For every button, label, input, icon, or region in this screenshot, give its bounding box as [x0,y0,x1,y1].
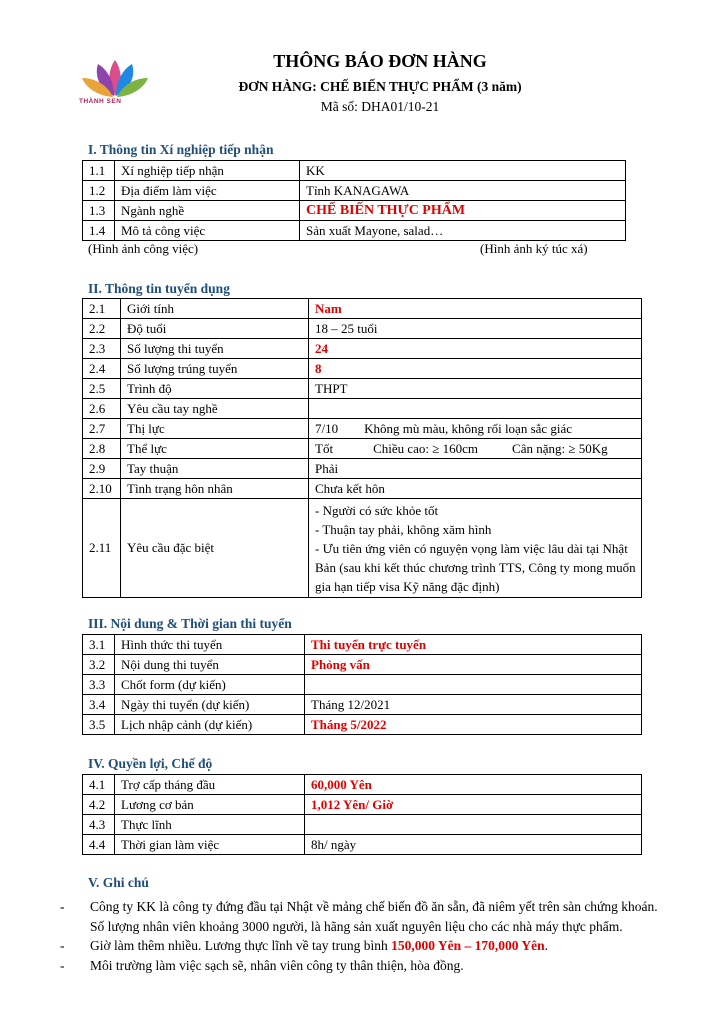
table-row [83,201,626,221]
table-cell: 1.3 [83,201,115,221]
table-cell: Xí nghiệp tiếp nhận [115,161,300,181]
table-cell: Số lượng thi tuyển [121,339,309,359]
section-1-table [82,160,626,241]
table-row [83,161,626,181]
table-cell: Giới tính [121,299,309,319]
section-2-title: II. Thông tin tuyển dụng [88,281,230,296]
table-row [83,775,642,795]
table-cell: Ngày thi tuyển (dự kiến) [115,695,305,715]
table-cell: KK [300,161,626,181]
table-cell: Tình trạng hôn nhân [121,479,309,499]
table-cell: Thị lực [121,419,309,439]
table-row [83,715,642,735]
table-cell: THPT [309,379,642,399]
table-cell: 2.4 [83,359,121,379]
table-cell: Tay thuận [121,459,309,479]
table-cell: 2.11 [83,499,121,598]
table-cell: Yêu cầu đặc biệt [121,499,309,598]
table-cell: Số lượng trúng tuyển [121,359,309,379]
table-row [83,299,642,319]
table-cell: Mô tả công việc [115,221,300,241]
table-cell: Địa điểm làm việc [115,181,300,201]
table-row [83,499,642,598]
table-cell: 3.2 [83,655,115,675]
table-cell: 1,012 Yên/ Giờ [305,795,642,815]
table-row [83,221,626,241]
table-cell: 3.5 [83,715,115,735]
table-cell: Nam [309,299,642,319]
table-cell [309,399,642,419]
table-cell: Thể lực [121,439,309,459]
notes-list [60,897,660,975]
table-cell: Phải [309,459,642,479]
table-cell: 1.2 [83,181,115,201]
table-cell: Tỉnh KANAGAWA [300,181,626,201]
list-item: - Công ty KK là công ty đứng đầu tại Nhật về mảng chế biến đồ ăn sẵn, đã niêm yết trên sàn chứng khoán. Số lượng nhân viên khoảng 3000 người, là hãng sản xuất nguyên liệu cho các nhà máy thực phẩm. [60,899,658,934]
table-cell: Phỏng vấn [305,655,642,675]
table-cell: Chốt form (dự kiến) [115,675,305,695]
order-subtitle: ĐƠN HÀNG: CHẾ BIẾN THỰC PHẨM (3 năm) [238,79,522,94]
table-cell: 2.5 [83,379,121,399]
table-row [83,319,642,339]
table-cell: CHẾ BIẾN THỰC PHẨM [300,201,626,221]
table-cell: Thi tuyển trực tuyến [305,635,642,655]
table-row [83,419,642,439]
table-cell: 2.8 [83,439,121,459]
table-cell: 7/10 Không mù màu, không rối loạn sắc giác [309,419,642,439]
table-cell: Độ tuổi [121,319,309,339]
table-row [83,439,642,459]
table-cell: 2.2 [83,319,121,339]
section-1-title: I. Thông tin Xí nghiệp tiếp nhận [88,142,274,157]
table-row [83,399,642,419]
list-item: - Giờ làm thêm nhiều. Lương thực lĩnh về tay trung bình 150,000 Yên – 170,000 Yên. [60,938,548,953]
table-cell: 1.4 [83,221,115,241]
table-cell: Thời gian làm việc [115,835,305,855]
table-cell: Sản xuất Mayone, salad… [300,221,626,241]
table-cell: 4.1 [83,775,115,795]
table-cell: 2.10 [83,479,121,499]
table-row [83,359,642,379]
table-row [83,339,642,359]
table-cell: Hình thức thi tuyển [115,635,305,655]
table-cell: Thực lĩnh [115,815,305,835]
table-cell: 18 – 25 tuổi [309,319,642,339]
table-cell: 2.9 [83,459,121,479]
section-3-title: III. Nội dung & Thời gian thi tuyển [88,616,292,631]
table-cell: Trợ cấp tháng đầu [115,775,305,795]
lotus-icon [82,60,148,97]
table-cell: Lịch nhập cảnh (dự kiến) [115,715,305,735]
table-cell: 3.3 [83,675,115,695]
section-3-table [82,634,642,735]
section-4-table [82,774,642,855]
list-item: - Môi trường làm việc sạch sẽ, nhân viên công ty thân thiện, hòa đồng. [60,957,464,973]
table-row [83,695,642,715]
page-title: THÔNG BÁO ĐƠN HÀNG [273,51,487,71]
table-cell: 4.3 [83,815,115,835]
table-cell: Lương cơ bản [115,795,305,815]
table-row [83,379,642,399]
order-code: Mã số: DHA01/10-21 [320,99,440,114]
table-cell: Chưa kết hôn [309,479,642,499]
table-cell: 24 [309,339,642,359]
table-row [83,655,642,675]
dorm-image-caption: (Hình ảnh ký túc xá) [480,241,588,256]
logo-text: THÀNH SEN [79,98,122,105]
table-cell: Tháng 5/2022 [305,715,642,735]
section-2-table [82,298,642,598]
section-5-title: V. Ghi chú [88,875,149,890]
table-row [83,479,642,499]
section-4-title: IV. Quyền lợi, Chế độ [88,756,213,771]
table-cell: 2.1 [83,299,121,319]
table-row [83,181,626,201]
table-cell: 8 [309,359,642,379]
table-cell: 1.1 [83,161,115,181]
table-cell: 2.3 [83,339,121,359]
table-cell: Ngành nghề [115,201,300,221]
table-row [83,835,642,855]
table-cell: 3.1 [83,635,115,655]
work-image-caption: (Hình ảnh công việc) [88,241,199,256]
table-cell [305,815,642,835]
table-cell: 8h/ ngày [305,835,642,855]
table-cell: Trình độ [121,379,309,399]
salary-highlight: 150,000 Yên – 170,000 Yên [391,938,545,953]
table-row [83,635,642,655]
table-row [83,675,642,695]
table-row [83,459,642,479]
table-cell: Yêu cầu tay nghề [121,399,309,419]
table-cell: 3.4 [83,695,115,715]
table-cell: 4.4 [83,835,115,855]
table-cell: Nội dung thi tuyển [115,655,305,675]
table-cell [305,675,642,695]
table-cell: Tốt Chiều cao: ≥ 160cm Cân nặng: ≥ 50Kg [309,439,642,459]
table-cell: 60,000 Yên [305,775,642,795]
table-cell: 2.6 [83,399,121,419]
table-row [83,815,642,835]
table-cell: 2.7 [83,419,121,439]
table-cell: 4.2 [83,795,115,815]
table-cell: - Người có sức khỏe tốt - Thuận tay phải, không xăm hình - Ưu tiên ứng viên có nguyện vọng làm việc lâu dài tại Nhật Bản (sau khi kết thúc chương trình TTS, Công ty mong muốn gia hạn tiếp visa Kỹ năng đặc định) [309,499,642,598]
table-row [83,795,642,815]
table-cell: Tháng 12/2021 [305,695,642,715]
